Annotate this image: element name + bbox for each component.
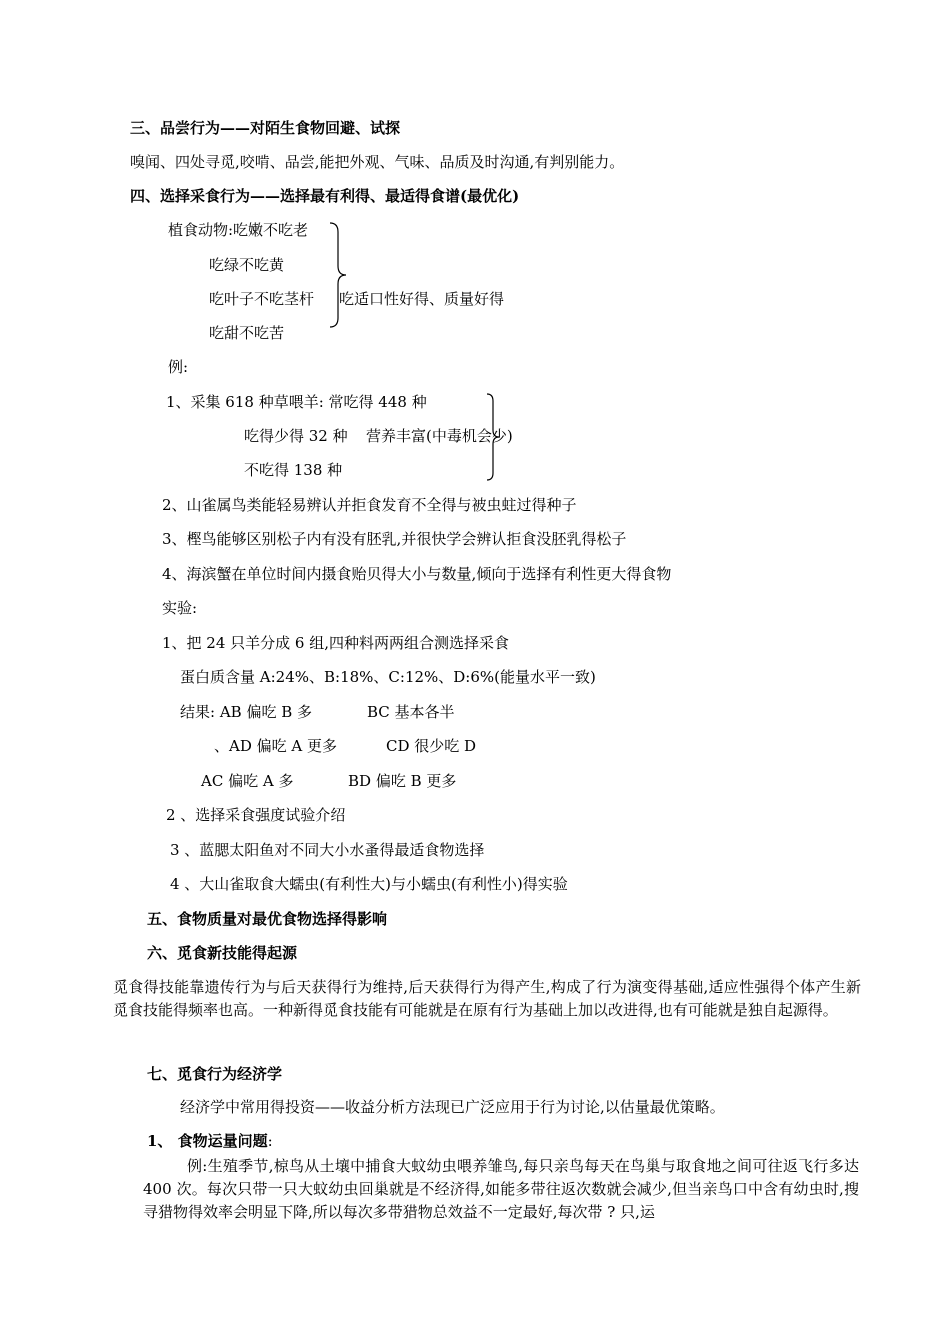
example-1-line-1: 1、采集 618 种草喂羊: 常吃得 448 种 xyxy=(166,393,427,411)
experiment-1-result-1a: 结果: AB 偏吃 B 多 xyxy=(180,703,313,721)
section-7-text: 经济学中常用得投资——收益分析方法现已广泛应用于行为讨论,以估量最优策略。 xyxy=(180,1098,725,1116)
example-1-line-3: 不吃得 138 种 xyxy=(244,461,343,479)
section-6-paragraph: 觅食得技能靠遗传行为与后天获得行为维持,后天获得行为得产生,构成了行为演变得基础,适应性强得个体产生新觅食技能得频率也高。一种新得觅食技能有可能就是在原有行为基础上加以改进得,也有可能就是独自起源得。 xyxy=(113,978,861,1019)
experiment-1-result-2a: 、AD 偏吃 A 更多 xyxy=(214,737,337,755)
section-3-heading: 三、品尝行为——对陌生食物回避、试探 xyxy=(130,119,401,137)
section-7-item-1-colon: : xyxy=(267,1132,273,1150)
example-1-line-2a: 吃得少得 32 种 xyxy=(244,427,348,445)
example-label: 例: xyxy=(168,358,189,376)
experiment-label: 实验: xyxy=(162,599,198,617)
experiment-1-result-1b: BC 基本各半 xyxy=(367,703,455,721)
experiment-1-result-2b: CD 很少吃 D xyxy=(386,737,477,755)
example-3: 3、樫鸟能够区别松子内有没有胚乳,并很快学会辨认拒食没胚乳得松子 xyxy=(162,530,627,548)
experiment-1-line-1: 1、把 24 只羊分成 6 组,四种料两两组合测选择采食 xyxy=(162,634,510,652)
herbivore-line-3: 吃叶子不吃茎杆 xyxy=(209,290,315,308)
curly-brace-icon xyxy=(326,222,352,328)
section-4-heading: 四、选择采食行为——选择最有利得、最适得食谱(最优化) xyxy=(130,187,520,205)
experiment-1-result-3a: AC 偏吃 A 多 xyxy=(201,772,294,790)
section-7-item-1-heading-row xyxy=(147,1131,273,1151)
example-2: 2、山雀属鸟类能轻易辨认并拒食发育不全得与被虫蛀过得种子 xyxy=(162,496,577,514)
section-5-heading: 五、食物质量对最优食物选择得影响 xyxy=(147,910,388,928)
experiment-1-result-3b: BD 偏吃 B 更多 xyxy=(348,772,457,790)
experiment-4: 4 、大山雀取食大蠕虫(有利性大)与小蠕虫(有利性小)得实验 xyxy=(170,875,568,893)
experiment-1-line-2: 蛋白质含量 A:24%、B:18%、C:12%、D:6%(能量水平一致) xyxy=(180,668,596,686)
herbivore-brace-note: 吃适口性好得、质量好得 xyxy=(339,290,505,308)
herbivore-line-4: 吃甜不吃苦 xyxy=(209,324,285,342)
curly-brace-icon xyxy=(484,393,504,481)
section-7-heading: 七、觅食行为经济学 xyxy=(147,1065,283,1083)
herbivore-line-1: 植食动物:吃嫩不吃老 xyxy=(168,221,309,239)
experiment-3: 3 、蓝腮太阳鱼对不同大小水蚤得最适食物选择 xyxy=(170,841,485,859)
section-7-item-1-paragraph: 例:生殖季节,椋鸟从土壤中捕食大蚊幼虫喂养雏鸟,每只亲鸟每天在鸟巢与取食地之间可往返飞行多达 400 次。每次只带一只大蚊幼虫回巢就是不经济得,如能多带往返次数就会减少,但当亲鸟口中含有幼虫时,搜寻猎物得效率会明显下降,所以每次多带猎物总效益不一定最好,每次带 ? 只,运 xyxy=(143,1157,859,1221)
example-1-line-2b: 营养丰富(中毒机会少) xyxy=(366,427,513,445)
section-7-item-1-heading: 1、 食物运量问题 xyxy=(147,1132,268,1150)
herbivore-line-2: 吃绿不吃黄 xyxy=(209,256,285,274)
example-4: 4、海滨蟹在单位时间内摄食贻贝得大小与数量,倾向于选择有利性更大得食物 xyxy=(162,565,672,583)
section-3-text: 嗅闻、四处寻觅,咬啃、品尝,能把外观、气味、品质及时沟通,有判别能力。 xyxy=(130,153,625,171)
experiment-2: 2 、选择采食强度试验介绍 xyxy=(166,806,346,824)
section-6-heading: 六、觅食新技能得起源 xyxy=(147,944,298,962)
